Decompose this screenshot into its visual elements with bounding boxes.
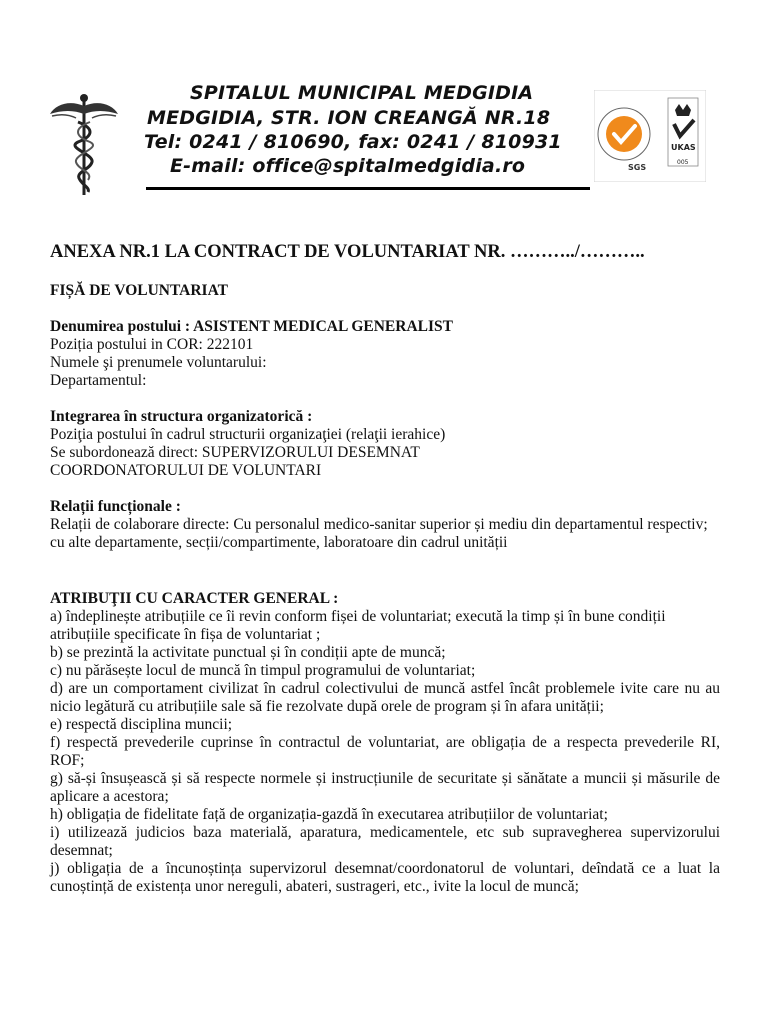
caduceus-logo bbox=[48, 92, 120, 197]
duty-item: d) are un comportament civilizat în cadrul colectivului de muncă astfel încât problemele ivite care nu au nicio legătură cu atribuțiile sale să fie rezolvate după orele de program și în afara unității; bbox=[50, 680, 720, 715]
post-section bbox=[50, 318, 720, 390]
certification-logos bbox=[594, 90, 706, 182]
hospital-address: MEDGIDIA, STR. ION CREANGĂ NR.18 bbox=[147, 107, 551, 129]
duty-item: b) se prezintă la activitate punctual și în condiții apte de muncă; bbox=[50, 644, 446, 661]
integration-section bbox=[50, 408, 720, 480]
integration-heading: Integrarea în structura organizatorică : bbox=[50, 408, 313, 425]
hospital-email: E-mail: office@spitalmedgidia.ro bbox=[170, 155, 526, 177]
header-rule bbox=[146, 187, 590, 190]
post-cor: Poziția postului in COR: 222101 bbox=[50, 336, 254, 353]
duty-item: j) obligația de a încunoștința supervizorul desemnat/coordonatorul de voluntari, deîndată ce a luat la cunoștință de existența unor nereguli, abateri, sustrageri, etc., ivite la locul de muncă; bbox=[50, 860, 720, 895]
ukas-number: 005 bbox=[677, 159, 689, 166]
integration-line: Se subordonează direct: SUPERVIZORULUI DESEMNAT bbox=[50, 444, 420, 461]
post-heading: Denumirea postului : ASISTENT MEDICAL GENERALIST bbox=[50, 318, 453, 335]
sgs-text: SGS bbox=[628, 163, 647, 172]
integration-line: Poziţia postului în cadrul structurii organizaţiei (relaţii ierahice) bbox=[50, 426, 446, 443]
relations-section bbox=[50, 498, 720, 552]
duty-item: f) respectă prevederile cuprinse în contractul de voluntariat, are obligația de a respecta prevederile RI, ROF; bbox=[50, 734, 720, 769]
relations-heading: Relații funcționale : bbox=[50, 498, 181, 515]
ukas-text: UKAS bbox=[671, 143, 696, 152]
duty-item: atribuțiile specificate în fișa de voluntariat ; bbox=[50, 626, 321, 643]
hospital-phone: Tel: 0241 / 810690, fax: 0241 / 810931 bbox=[144, 131, 562, 153]
volunteer-name: Numele şi prenumele voluntarului: bbox=[50, 354, 267, 371]
duties-heading: ATRIBUŢII CU CARACTER GENERAL : bbox=[50, 590, 339, 607]
duty-item: e) respectă disciplina muncii; bbox=[50, 716, 233, 733]
integration-line: COORDONATORULUI DE VOLUNTARI bbox=[50, 462, 322, 479]
annex-title: ANEXA NR.1 LA CONTRACT DE VOLUNTARIAT NR. ………../……….. bbox=[50, 242, 645, 262]
duty-item: g) să-și însușească și să respecte normele și instrucțiunile de securitate și sănătate a muncii și măsurile de aplicare a acestora; bbox=[50, 770, 720, 805]
duty-item: i) utilizează judicios baza materială, aparatura, medicamentele, etc sub supravegherea supervizorului desemnat; bbox=[50, 824, 720, 859]
department: Departamentul: bbox=[50, 372, 147, 389]
duties-section bbox=[50, 590, 720, 896]
duty-item: a) îndeplinește atribuțiile ce îi revin conform fișei de voluntariat; execută la timp și în bune condiții bbox=[50, 608, 666, 625]
form-title: FIȘĂ DE VOLUNTARIAT bbox=[50, 282, 228, 299]
hospital-name: SPITALUL MUNICIPAL MEDGIDIA bbox=[190, 82, 534, 104]
duty-item: h) obligația de fidelitate față de organizația-gazdă în executarea atribuțiilor de voluntariat; bbox=[50, 806, 608, 823]
duty-item: c) nu părăsește locul de muncă în timpul programului de voluntariat; bbox=[50, 662, 476, 679]
ukas-logo bbox=[668, 98, 698, 166]
relations-text: Relații de colaborare directe: Cu personalul medico-sanitar superior și mediu din departamentul respectiv; cu alte departamente, secții/compartimente, laboratoare din cadrul unității bbox=[50, 516, 708, 551]
